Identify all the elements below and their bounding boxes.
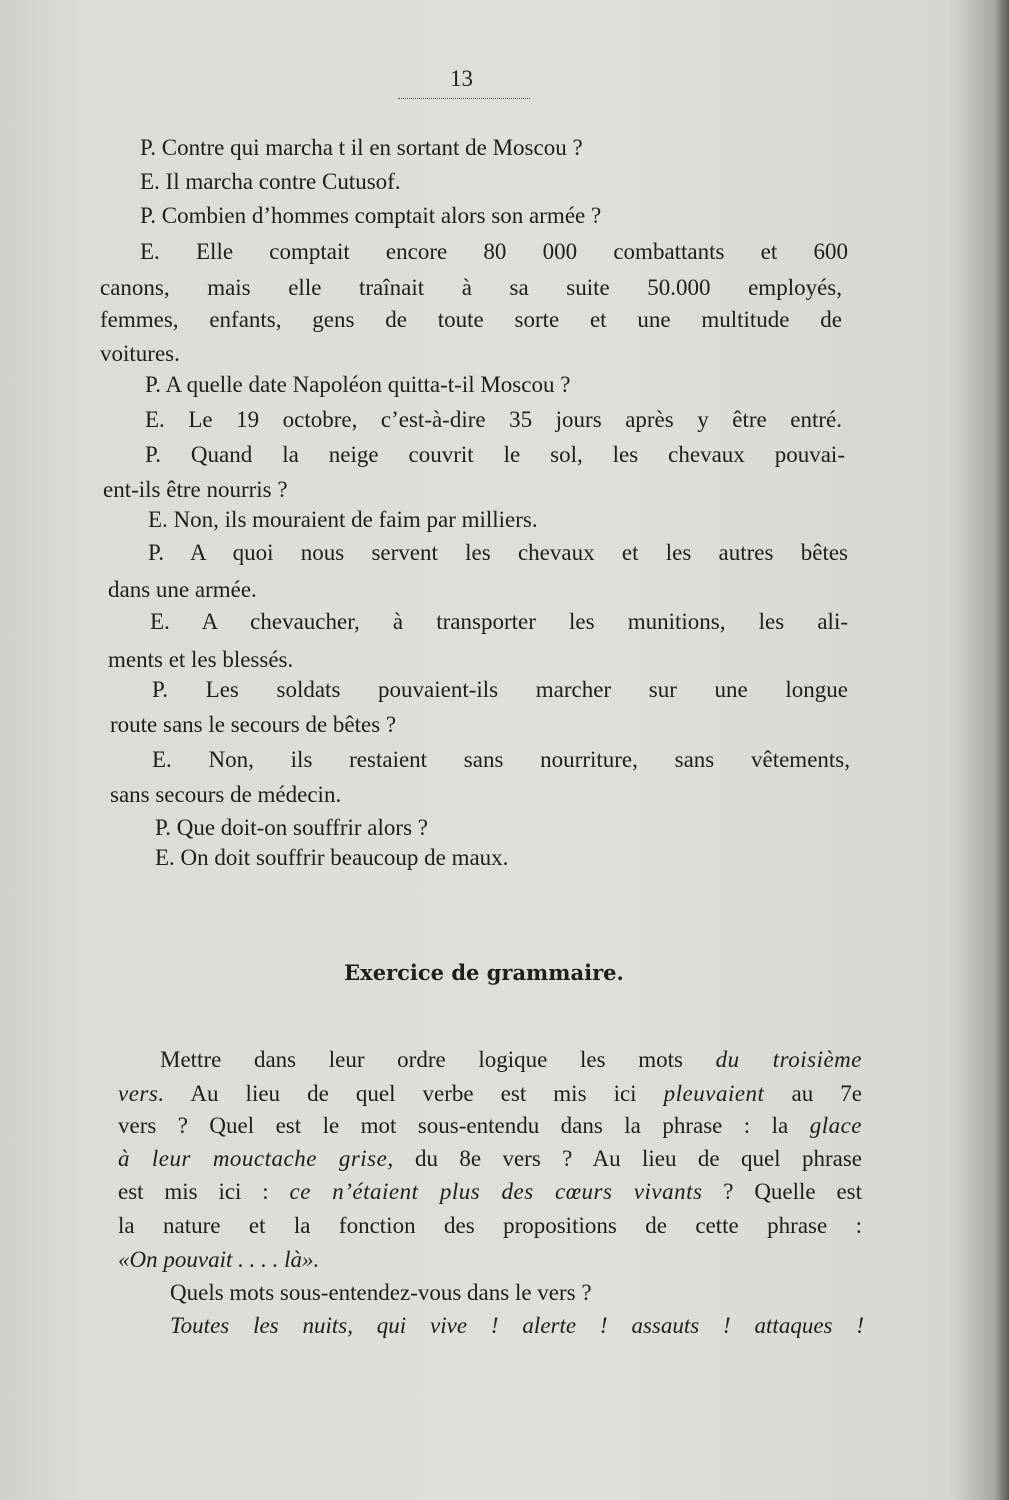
dialogue-line: E. Non, ils restaient sans nourriture, sans vêtements,: [152, 747, 850, 772]
text-run: ? Quelle est: [723, 1179, 863, 1204]
exercise-line: la nature et la fonction des propositions de cette phrase :: [118, 1213, 862, 1238]
italic-run: du troisième: [715, 1047, 862, 1072]
exercise-line: [118, 1178, 862, 1206]
dialogue-line: ments et les blessés.: [108, 647, 294, 672]
exercise-line: [118, 1145, 862, 1173]
exercise-line: «On pouvait . . . . là».: [118, 1247, 320, 1272]
dialogue-line: E. Elle comptait encore 80 000 combattants et 600: [140, 239, 848, 264]
dialogue-line: P. Quand la neige couvrit le sol, les chevaux pouvai-: [145, 442, 845, 467]
dialogue-line: canons, mais elle traînait à sa suite 50.000 employés,: [100, 275, 842, 300]
exercise-line: [160, 1046, 862, 1074]
dialogue-line: E. A chevaucher, à transporter les munitions, les ali-: [150, 609, 848, 634]
dialogue-line: ent-ils être nourris ?: [103, 477, 288, 502]
italic-run: ce n’étaient plus des cœurs vivants: [289, 1179, 703, 1204]
dialogue-line: dans une armée.: [108, 577, 257, 602]
dialogue-line: P. Les soldats pouvaient-ils marcher sur une longue: [152, 677, 848, 702]
italic-run: pleuvaient: [663, 1081, 765, 1106]
exercise-heading: Exercice de grammaire.: [344, 960, 624, 985]
dialogue-line: P. Combien d’hommes comptait alors son armée ?: [140, 203, 602, 228]
dialogue-line: sans secours de médecin.: [110, 782, 342, 807]
exercise-line: Toutes les nuits, qui vive ! alerte ! assauts ! attaques !: [170, 1313, 864, 1338]
text-run: du 8e vers ? Au lieu de quel phrase: [414, 1146, 862, 1171]
dialogue-line: femmes, enfants, gens de toute sorte et une multitude de: [100, 307, 842, 332]
dialogue-line: E. Il marcha contre Cutusof.: [140, 169, 401, 194]
page-number: 13: [450, 66, 473, 91]
text-run: est mis ici :: [118, 1179, 290, 1204]
exercise-line: [118, 1080, 862, 1108]
text-run: au 7e: [791, 1081, 862, 1106]
text-run: Mettre dans leur ordre logique les mots: [160, 1047, 716, 1072]
text-run: Au lieu de quel verbe est mis ici: [190, 1081, 664, 1106]
text-run: vers ? Quel est le mot sous-entendu dans la phrase : la: [118, 1113, 810, 1138]
dialogue-line: E. On doit souffrir beaucoup de maux.: [155, 845, 509, 870]
page-number-rule: [398, 98, 530, 99]
dialogue-line: E. Non, ils mouraient de faim par milliers.: [148, 507, 538, 532]
italic-run: glace: [809, 1113, 862, 1138]
dialogue-line: P. A quelle date Napoléon quitta-t-il Moscou ?: [145, 372, 571, 397]
dialogue-line: E. Le 19 octobre, c’est-à-dire 35 jours après y être entré.: [145, 407, 842, 432]
exercise-line: [118, 1112, 862, 1140]
dialogue-line: route sans le secours de bêtes ?: [110, 712, 397, 737]
italic-run: à leur mouctache grise,: [118, 1146, 394, 1171]
exercise-line: Quels mots sous-entendez-vous dans le vers ?: [170, 1280, 592, 1305]
dialogue-line: P. Que doit-on souffrir alors ?: [155, 815, 428, 840]
dialogue-line: voitures.: [100, 341, 180, 366]
dialogue-line: P. Contre qui marcha t il en sortant de Moscou ?: [140, 135, 583, 160]
dialogue-line: P. A quoi nous servent les chevaux et les autres bêtes: [148, 540, 848, 565]
italic-run: vers.: [118, 1081, 165, 1106]
